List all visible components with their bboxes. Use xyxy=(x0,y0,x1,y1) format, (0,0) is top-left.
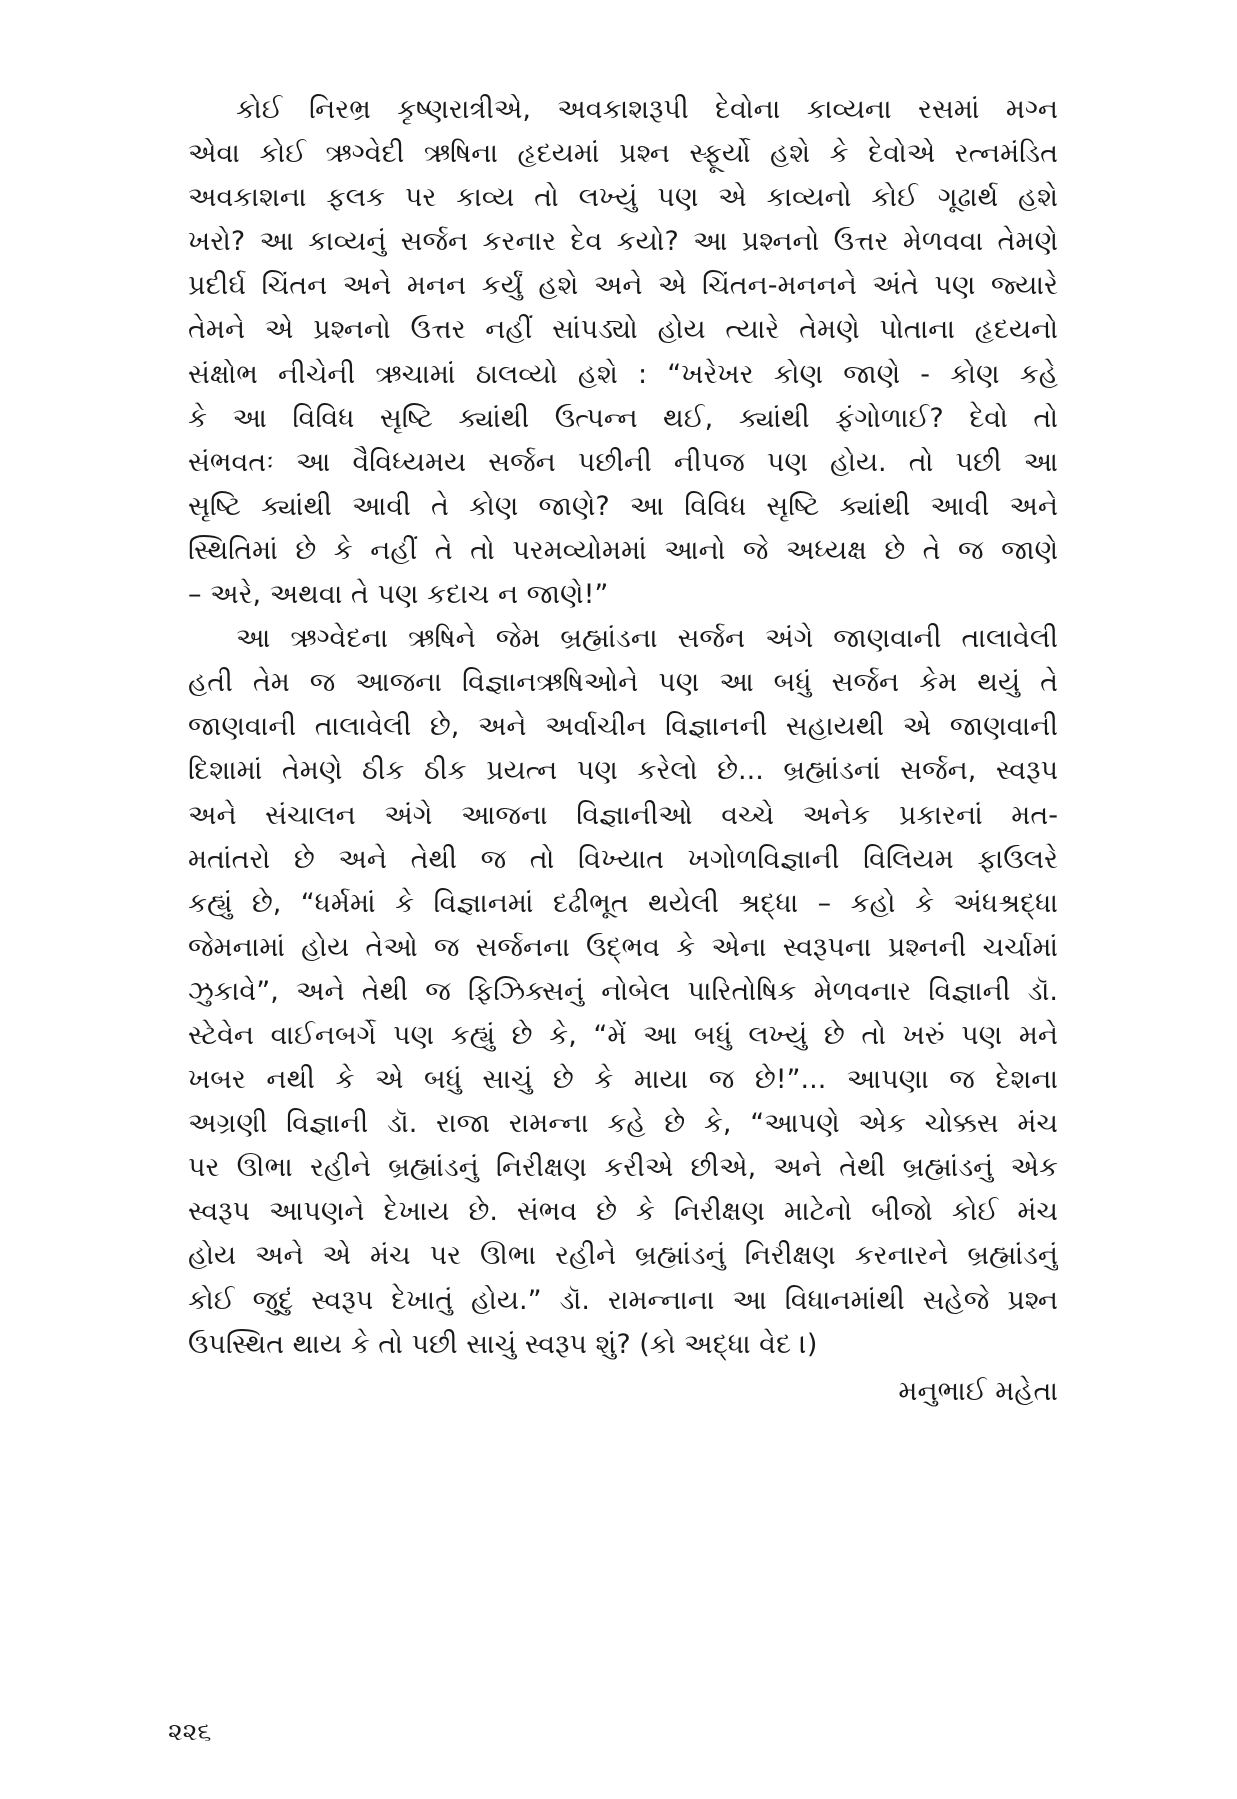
text-line: સંક્ષોભ નીચેની ઋચામાં ઠાલવ્યો હશે : “ખરેખર કોણ જાણે - કોણ કહે xyxy=(188,358,1058,390)
text-line: મતાંતરો છે અને તેથી જ તો વિખ્યાત ખગોળવિજ્ઞાની વિલિયમ ફાઉલરે xyxy=(188,843,1058,875)
text-line: દિશામાં તેમણે ઠીક ઠીક પ્રયત્ન પણ કરેલો છે... બ્રહ્માંડનાં સર્જન, સ્વરૂપ xyxy=(188,755,1058,787)
text-line: – અરે, અથવા તે પણ કદાચ ન જાણે!” xyxy=(188,579,609,611)
text-line: કહ્યું છે, “ધર્મમાં કે વિજ્ઞાનમાં દઢીભૂત થયેલી શ્રદ્ધા – કહો કે અંધશ્રદ્ધા xyxy=(188,887,1058,919)
author-signature: મનુભાઈ મહેતા xyxy=(898,1375,1058,1407)
text-line: એવા કોઈ ઋગ્વેદી ઋષિના હૃદયમાં પ્રશ્ન સ્ફૂર્યો હશે કે દેવોએ રત્નમંડિત xyxy=(188,138,1058,170)
paragraph-2 xyxy=(188,617,1058,1367)
text-line: કોઈ જુદું સ્વરૂપ દેખાતું હોય.” ડૉ. રામન્નાના આ વિધાનમાંથી સહેજે પ્રશ્ન xyxy=(188,1284,1058,1316)
text-line: જેમનામાં હોય તેઓ જ સર્જનના ઉદ્‌ભવ કે એના સ્વરૂપના પ્રશ્નની ચર્ચામાં xyxy=(188,931,1058,963)
text-line: અને સંચાલન અંગે આજના વિજ્ઞાનીઓ વચ્ચે અનેક પ્રકારનાં મત- xyxy=(188,799,1058,831)
text-line: સ્થિતિમાં છે કે નહીં તે તો પરમવ્યોમમાં આનો જે અધ્યક્ષ છે તે જ જાણે xyxy=(188,534,1058,566)
text-line: ખરો? આ કાવ્યનું સર્જન કરનાર દેવ કયો? આ પ્રશ્નનો ઉત્તર મેળવવા તેમણે xyxy=(188,226,1058,258)
article-body xyxy=(188,88,1058,1417)
text-line: હોય અને એ મંચ પર ઊભા રહીને બ્રહ્માંડનું નિરીક્ષણ કરનારને બ્રહ્માંડનું xyxy=(188,1240,1058,1272)
text-line: પર ઊભા રહીને બ્રહ્માંડનું નિરીક્ષણ કરીએ છીએ, અને તેથી બ્રહ્માંડનું એક xyxy=(188,1152,1058,1184)
text-line: તેમને એ પ્રશ્નનો ઉત્તર નહીં સાંપડ્યો હોય ત્યારે તેમણે પોતાના હૃદયનો xyxy=(188,314,1058,346)
text-line: ઝુકાવે”, અને તેથી જ ફિઝિક્સનું નોબેલ પારિતોષિક મેળવનાર વિજ્ઞાની ડૉ. xyxy=(188,975,1058,1007)
text-line: કે આ વિવિધ સૃષ્ટિ ક્યાંથી ઉત્પન્ન થઈ, ક્યાંથી ફંગોળાઈ? દેવો તો xyxy=(188,402,1058,434)
page-number: ૨૨૬ xyxy=(168,1717,212,1746)
text-line: હતી તેમ જ આજના વિજ્ઞાનઋષિઓને પણ આ બધું સર્જન કેમ થયું તે xyxy=(188,667,1058,699)
text-line: સૃષ્ટિ ક્યાંથી આવી તે કોણ જાણે? આ વિવિધ સૃષ્ટિ ક્યાંથી આવી અને xyxy=(188,490,1058,522)
text-line: ઉપસ્થિત થાય કે તો પછી સાચું સ્વરૂપ શું? (કો અદ્ધા વેદ ।) xyxy=(188,1328,818,1360)
text-line: પ્રદીર્ઘ ચિંતન અને મનન કર્યું હશે અને એ ચિંતન-મનનને અંતે પણ જ્યારે xyxy=(188,270,1058,302)
text-line: સ્ટેવેન વાઈનબર્ગે પણ કહ્યું છે કે, “મેં આ બધું લખ્યું છે તો ખરું પણ મને xyxy=(188,1019,1058,1051)
paragraph-1 xyxy=(188,88,1058,617)
text-line: ખબર નથી કે એ બધું સાચું છે કે માયા જ છે!”... આપણા જ દેશના xyxy=(188,1064,1058,1096)
text-line: અવકાશના ફલક પર કાવ્ય તો લખ્યું પણ એ કાવ્યનો કોઈ ગૂઢાર્થ હશે xyxy=(188,182,1058,214)
text-line: સંભવતઃ આ વૈવિધ્યમય સર્જન પછીની નીપજ પણ હોય. તો પછી આ xyxy=(188,446,1058,478)
text-line: અગ્રણી વિજ્ઞાની ડૉ. રાજા રામન્ના કહે છે કે, “આપણે એક ચોક્કસ મંચ xyxy=(188,1108,1058,1140)
text-line: સ્વરૂપ આપણને દેખાય છે. સંભવ છે કે નિરીક્ષણ માટેનો બીજો કોઈ મંચ xyxy=(188,1196,1058,1228)
text-line: જાણવાની તાલાવેલી છે, અને અર્વાચીન વિજ્ઞાનની સહાયથી એ જાણવાની xyxy=(188,711,1058,743)
text-line: આ ઋગ્વેદના ઋષિને જેમ બ્રહ્માંડના સર્જન અંગે જાણવાની તાલાવેલી xyxy=(236,623,1058,655)
text-line: કોઈ નિરભ્ર કૃષ્ણરાત્રીએ, અવકાશરૂપી દેવોના કાવ્યના રસમાં મગ્ન xyxy=(236,94,1058,125)
